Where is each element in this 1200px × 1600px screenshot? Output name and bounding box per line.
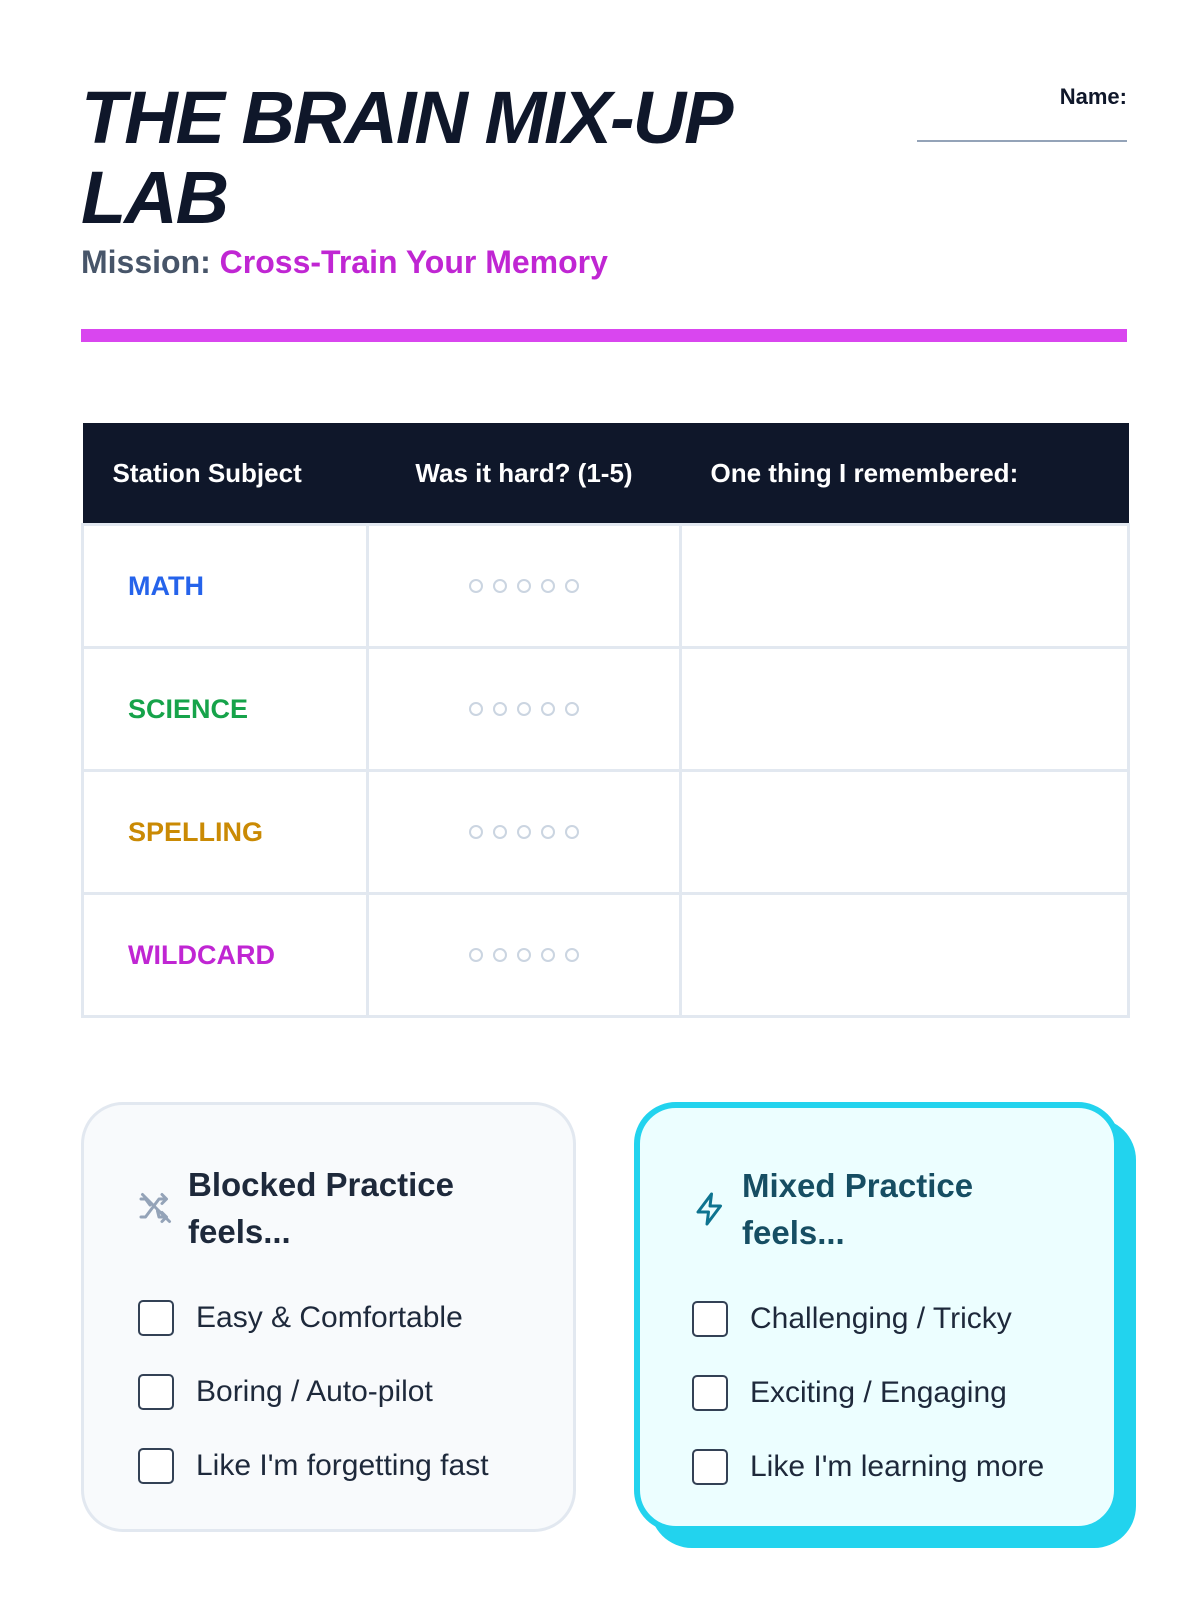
station-subject: WILDCARD: [83, 894, 368, 1017]
mission-line: [81, 244, 608, 281]
rating-circle[interactable]: [565, 948, 579, 962]
remembered-field[interactable]: [681, 525, 1129, 648]
header-station-subject: Station Subject: [83, 423, 368, 525]
checkbox[interactable]: [138, 1448, 174, 1484]
rating-circle[interactable]: [493, 948, 507, 962]
checkbox[interactable]: [138, 1300, 174, 1336]
rating-circle[interactable]: [469, 579, 483, 593]
difficulty-rating: [368, 771, 681, 894]
checkbox-label: Boring / Auto-pilot: [196, 1375, 433, 1408]
difficulty-rating: [368, 894, 681, 1017]
table-header-row: [83, 423, 1129, 525]
difficulty-rating: [368, 648, 681, 771]
mission-label: Mission:: [81, 244, 211, 280]
card-title: Mixed Practice feels...: [742, 1167, 974, 1251]
rating-circle[interactable]: [517, 948, 531, 962]
rating-circle[interactable]: [565, 825, 579, 839]
name-label: Name:: [1059, 84, 1127, 109]
checkbox-label: Exciting / Engaging: [750, 1376, 1007, 1409]
station-subject: SPELLING: [83, 771, 368, 894]
station-subject: MATH: [83, 525, 368, 648]
rating-circle[interactable]: [565, 579, 579, 593]
mission-text: Cross-Train Your Memory: [219, 244, 608, 280]
mixed-practice-card: [634, 1102, 1120, 1532]
rating-circle[interactable]: [517, 825, 531, 839]
card-header: [692, 1162, 1066, 1256]
difficulty-rating: [368, 525, 681, 648]
rating-circle[interactable]: [469, 948, 483, 962]
blocked-practice-card: [81, 1102, 576, 1532]
rating-circle[interactable]: [565, 702, 579, 716]
rating-circle[interactable]: [493, 702, 507, 716]
header-difficulty: Was it hard? (1-5): [368, 423, 681, 525]
checkbox-label: Easy & Comfortable: [196, 1301, 463, 1334]
rating-circle[interactable]: [493, 579, 507, 593]
checkbox-option[interactable]: [138, 1429, 521, 1503]
page-title: THE BRAIN MIX-UP LAB: [81, 76, 729, 239]
checkbox-option[interactable]: [138, 1355, 521, 1429]
table-row: [83, 894, 1129, 1017]
rating-circle[interactable]: [469, 825, 483, 839]
station-subject: SCIENCE: [83, 648, 368, 771]
remembered-field[interactable]: [681, 648, 1129, 771]
checkbox-option[interactable]: [138, 1281, 521, 1355]
station-table: [81, 423, 1130, 1018]
accent-divider: [81, 329, 1127, 342]
card-title: Blocked Practice feels...: [188, 1166, 454, 1250]
checkbox[interactable]: [692, 1375, 728, 1411]
remembered-field[interactable]: [681, 894, 1129, 1017]
checkbox[interactable]: [138, 1374, 174, 1410]
rating-circle[interactable]: [469, 702, 483, 716]
checkbox-label: Like I'm forgetting fast: [196, 1449, 489, 1482]
checkbox-label: Challenging / Tricky: [750, 1302, 1012, 1335]
checkbox-label: Like I'm learning more: [750, 1450, 1045, 1483]
rating-circle[interactable]: [541, 579, 555, 593]
table-row: [83, 525, 1129, 648]
rating-circle[interactable]: [541, 825, 555, 839]
header-remembered: One thing I remembered:: [681, 423, 1129, 525]
checkbox-option[interactable]: [692, 1430, 1066, 1504]
name-field[interactable]: [917, 140, 1127, 142]
rating-circle[interactable]: [541, 948, 555, 962]
checkbox-option[interactable]: [692, 1282, 1066, 1356]
table-row: [83, 771, 1129, 894]
card-header: [138, 1161, 521, 1255]
remembered-field[interactable]: [681, 771, 1129, 894]
table-row: [83, 648, 1129, 771]
lightning-bolt-icon: [692, 1191, 728, 1227]
shuffle-off-icon: [138, 1190, 174, 1226]
checkbox[interactable]: [692, 1301, 728, 1337]
checkbox[interactable]: [692, 1449, 728, 1485]
rating-circle[interactable]: [517, 579, 531, 593]
rating-circle[interactable]: [517, 702, 531, 716]
checkbox-option[interactable]: [692, 1356, 1066, 1430]
rating-circle[interactable]: [541, 702, 555, 716]
rating-circle[interactable]: [493, 825, 507, 839]
